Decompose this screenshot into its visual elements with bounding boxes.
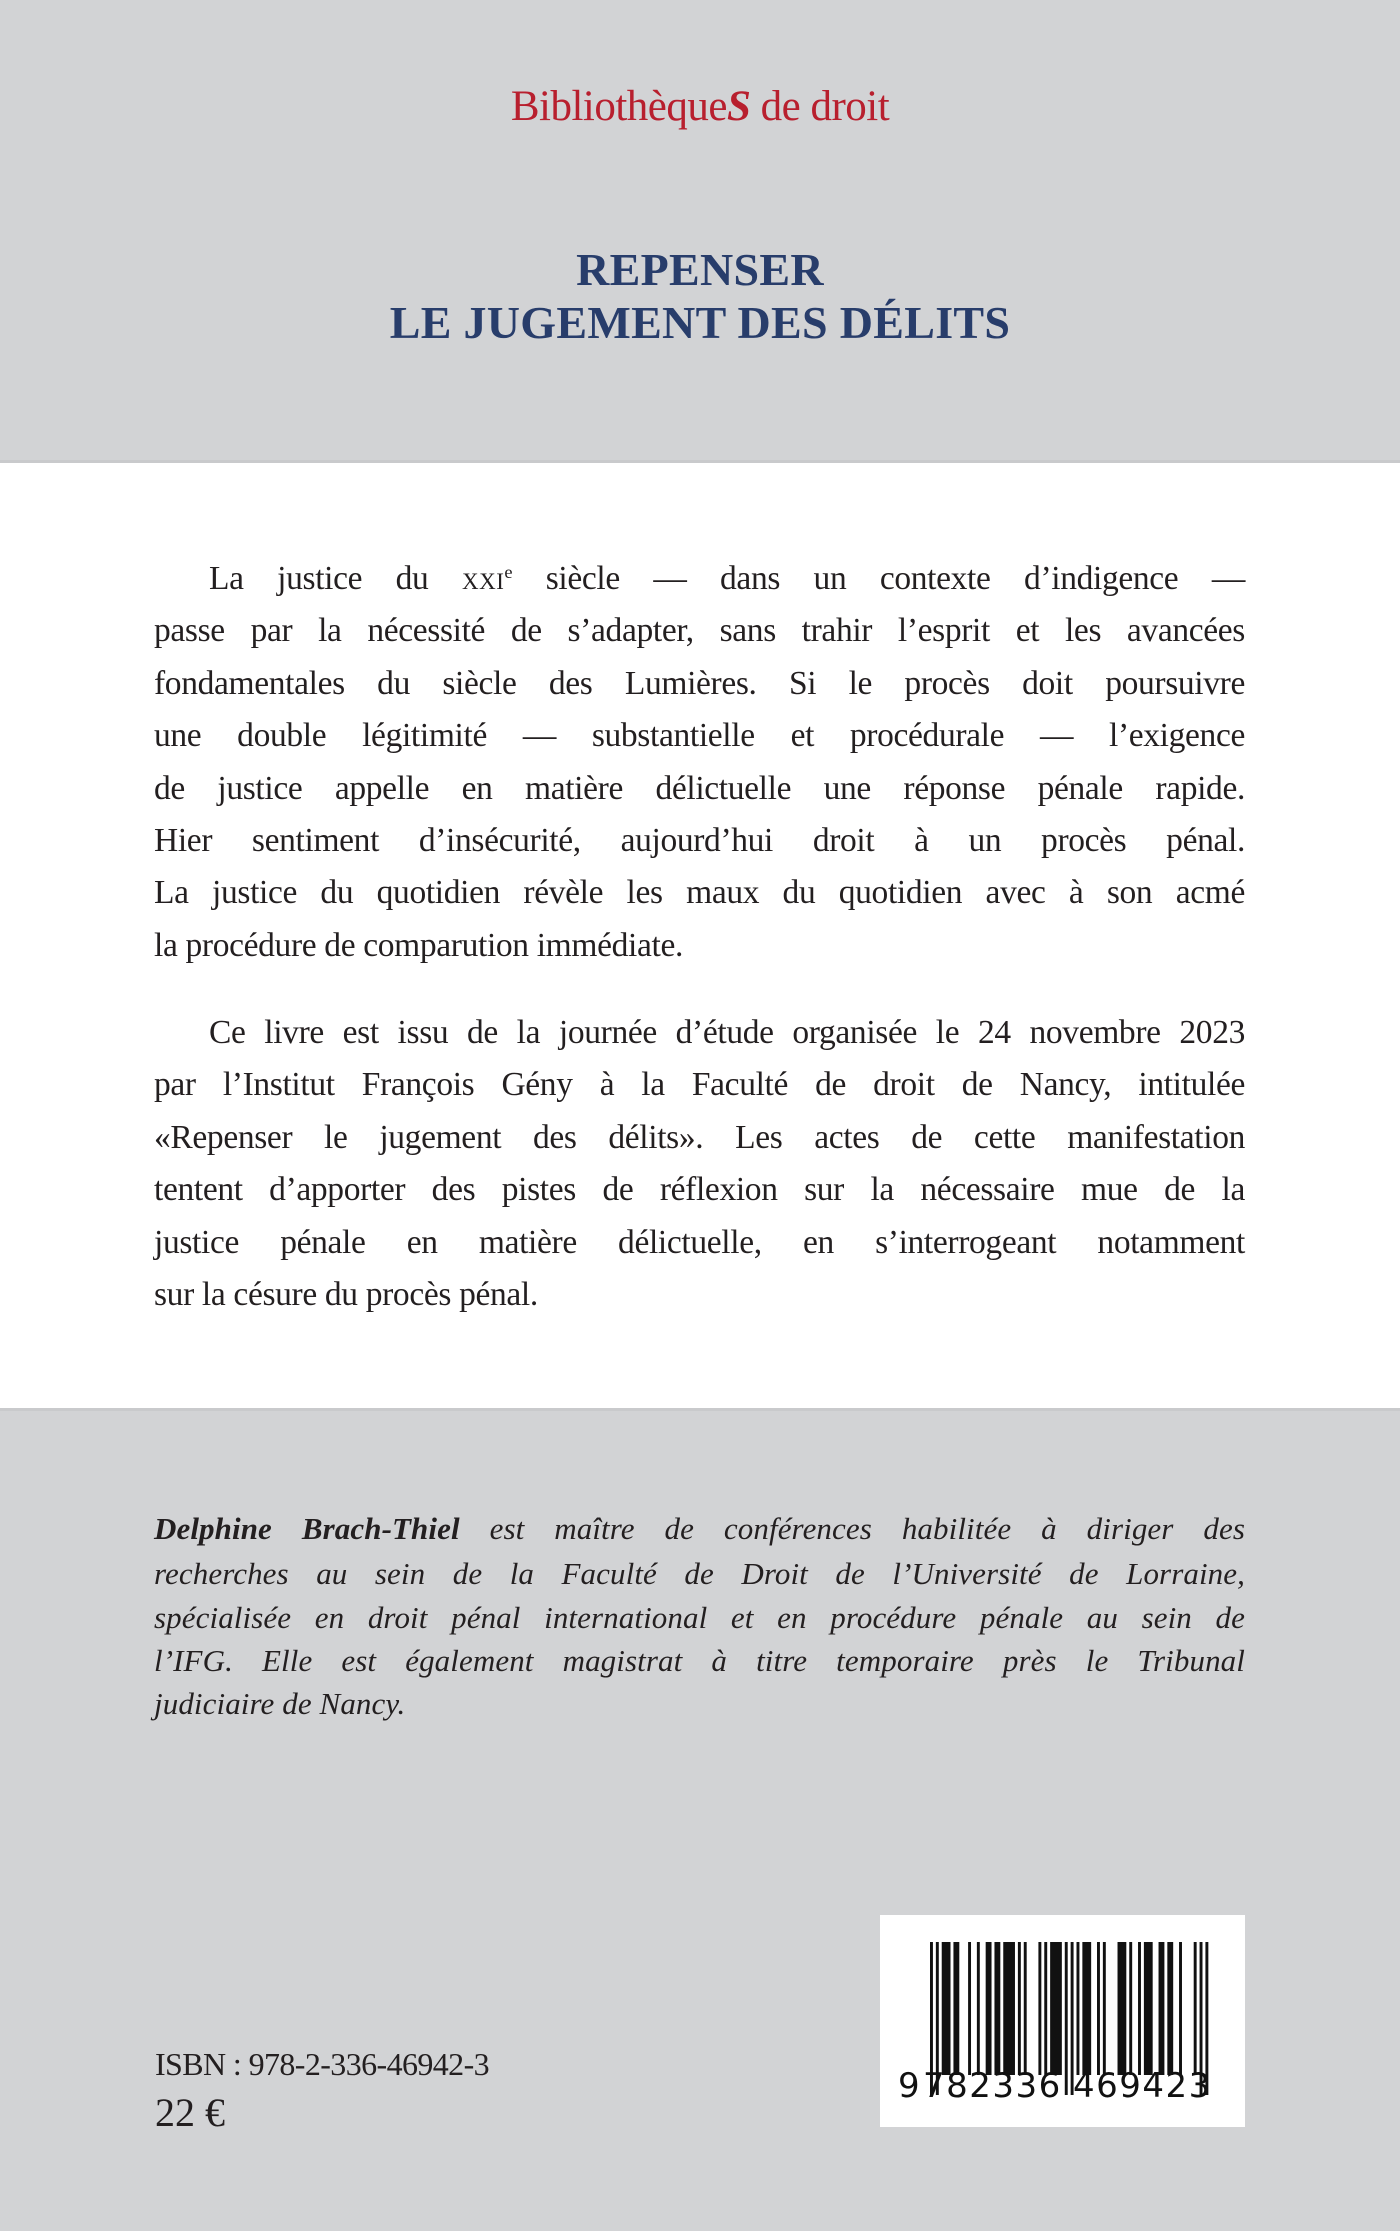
summary-line: justice pénale en matière délictuelle, en s’interrogeant notamment bbox=[154, 1224, 1245, 1261]
barcode-bar bbox=[942, 1942, 951, 2075]
author-bio-line bbox=[154, 1507, 1245, 1551]
barcode-bar bbox=[1044, 1942, 1047, 2075]
summary-line: tentent d’apporter des pistes de réflexion sur la nécessaire mue de la bbox=[154, 1171, 1245, 1208]
barcode-first-digit: 9 bbox=[898, 2066, 920, 2106]
summary-line: «Repenser le jugement des délits». Les actes de cette manifestation bbox=[154, 1119, 1245, 1156]
barcode-bar bbox=[1077, 1942, 1080, 2075]
summary-line: Hier sentiment d’insécurité, aujourd’hui droit à un procès pénal. bbox=[154, 822, 1245, 859]
barcode-bar bbox=[1179, 1942, 1182, 2075]
summary-line: une double légitimité — substantielle et procédurale — l’exigence bbox=[154, 717, 1245, 754]
barcode-bar bbox=[994, 1942, 1000, 2075]
text-span: est maître de conférences habilitée à diriger des bbox=[459, 1511, 1246, 1546]
isbn-barcode bbox=[880, 1915, 1245, 2127]
collection-prefix: Bibliothèque bbox=[510, 83, 727, 130]
summary-line: fondamentales du siècle des Lumières. Si le procès doit poursuivre bbox=[154, 665, 1245, 702]
summary-line: Ce livre est issu de la journée d’étude organisée le 24 novembre 2023 bbox=[209, 1014, 1245, 1051]
barcode-bar bbox=[1103, 1942, 1106, 2075]
summary-line: de justice appelle en matière délictuelle une réponse pénale rapide. bbox=[154, 770, 1245, 807]
barcode-bar bbox=[1003, 1942, 1015, 2075]
barcode-graphic bbox=[880, 1915, 1245, 2127]
text-span: La justice du bbox=[209, 560, 462, 597]
author-bio-line: l’IFG. Elle est également magistrat à titre temporaire près le Tribunal bbox=[154, 1643, 1245, 1678]
summary-line: La justice du quotidien révèle les maux du quotidien avec à son acmé bbox=[154, 874, 1245, 911]
century-numeral: xxi bbox=[461, 560, 505, 597]
barcode-bar bbox=[1194, 1942, 1197, 2075]
author-name: Delphine Brach-Thiel bbox=[154, 1511, 460, 1546]
summary-line: par l’Institut François Gény à la Faculté de droit de Nancy, intitulée bbox=[154, 1066, 1245, 1103]
summary-line bbox=[209, 553, 1245, 605]
barcode-bar bbox=[1097, 1942, 1100, 2075]
barcode-bar bbox=[1118, 1942, 1127, 2075]
book-title-line-1: REPENSER bbox=[576, 244, 824, 295]
top-gray-band bbox=[0, 0, 1400, 463]
barcode-bar bbox=[1159, 1942, 1165, 2075]
author-bio-line: spécialisée en droit pénal international et en procédure pénale au sein de bbox=[154, 1600, 1245, 1635]
barcode-bar bbox=[1082, 1942, 1091, 2075]
century-superscript: e bbox=[504, 561, 513, 582]
summary-line: passe par la nécessité de s’adapter, sans trahir l’esprit et les avancées bbox=[154, 612, 1245, 649]
author-bio-line: recherches au sein de la Faculté de Droit de l’Université de Lorraine, bbox=[154, 1556, 1245, 1591]
price: 22 € bbox=[155, 2090, 225, 2135]
barcode-bar bbox=[1050, 1942, 1062, 2075]
barcode-bar bbox=[986, 1942, 992, 2075]
isbn: ISBN : 978-2-336-46942-3 bbox=[155, 2046, 490, 2082]
author-bio-line: judiciaire de Nancy. bbox=[154, 1686, 406, 1721]
barcode-bar bbox=[1038, 1942, 1041, 2075]
summary-line: sur la césure du procès pénal. bbox=[154, 1276, 538, 1313]
collection-suffix: de droit bbox=[750, 83, 890, 130]
book-title-line-2: LE JUGEMENT DES DÉLITS bbox=[389, 297, 1011, 348]
text-span: siècle — dans un contexte d’indigence — bbox=[512, 560, 1245, 597]
barcode-bar bbox=[1065, 1942, 1068, 2095]
barcode-bar bbox=[977, 1942, 980, 2075]
barcode-bar bbox=[1024, 1942, 1027, 2075]
barcode-bar bbox=[953, 1942, 959, 2075]
collection-name bbox=[0, 82, 1400, 132]
barcode-left-digits: 782336 bbox=[923, 2066, 1062, 2106]
barcode-bar bbox=[1018, 1942, 1021, 2075]
barcode-bar bbox=[1138, 1942, 1141, 2075]
collection-styled-letter: S bbox=[726, 83, 751, 130]
barcode-bar bbox=[968, 1942, 971, 2075]
summary-line: la procédure de comparution immédiate. bbox=[154, 927, 683, 964]
barcode-right-digits: 469423 bbox=[1073, 2066, 1212, 2106]
barcode-bar bbox=[1129, 1942, 1132, 2075]
barcode-bar bbox=[1144, 1942, 1153, 2075]
barcode-bar bbox=[1167, 1942, 1173, 2075]
